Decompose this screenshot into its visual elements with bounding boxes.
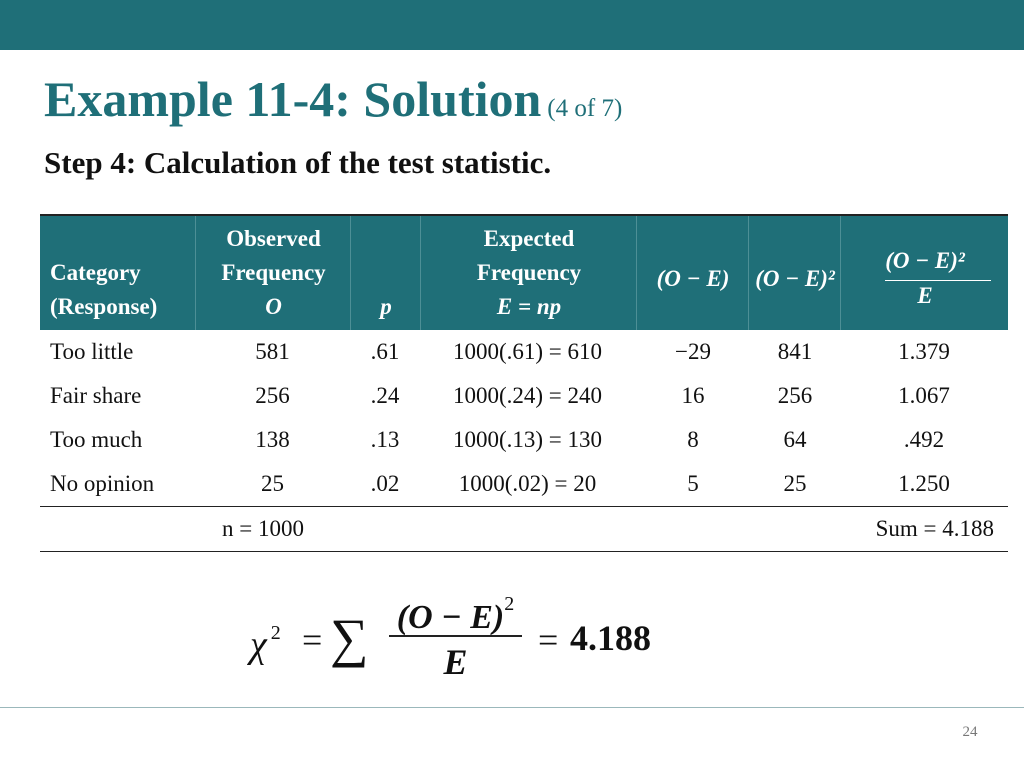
cell-observed: 25 (261, 471, 284, 496)
cell-ratio: 1.067 (898, 383, 950, 408)
cell-expected: 1000(.13) = 130 (452, 427, 603, 452)
cell-o-minus-e: 5 (687, 471, 699, 496)
formula-fraction (383, 577, 528, 687)
table-row (40, 418, 1008, 462)
header-observed (195, 216, 351, 330)
cell-o-minus-e-squared: 64 (783, 427, 807, 452)
table-header (40, 214, 1008, 330)
cell-category: Too much (50, 427, 143, 452)
header-observed-line2: Frequency (221, 260, 326, 285)
table-totals-row (40, 506, 1008, 552)
header-o-minus-e-text: (O − E) (656, 266, 730, 291)
cell-category: Fair share (50, 383, 142, 408)
header-o-minus-e-squared (748, 216, 841, 330)
cell-p: .61 (370, 339, 400, 364)
step-heading: Step 4: Calculation of the test statistic. (44, 145, 552, 180)
sample-size-total: n = 1000 (222, 516, 304, 541)
header-p (350, 216, 421, 330)
page-number: 24 (962, 724, 978, 740)
footer-divider (0, 707, 1024, 708)
header-ratio (840, 216, 1009, 330)
cell-o-minus-e: 16 (681, 383, 705, 408)
header-expected-formula: E = np (496, 294, 562, 319)
cell-p: .24 (370, 383, 400, 408)
header-ratio-numerator: (O − E)² (885, 248, 965, 273)
cell-expected: 1000(.02) = 20 (458, 471, 597, 496)
header-category-line1: Category (50, 260, 141, 285)
formula-denominator: E (443, 642, 468, 682)
cell-expected: 1000(.61) = 610 (452, 339, 603, 364)
cell-observed: 256 (255, 383, 290, 408)
chi-exponent: 2 (270, 622, 281, 644)
cell-category: Too little (50, 339, 134, 364)
cell-o-minus-e-squared: 841 (777, 339, 813, 364)
cell-o-minus-e: −29 (675, 339, 711, 364)
cell-expected: 1000(.24) = 240 (452, 383, 603, 408)
equals-sign: = (302, 620, 323, 660)
cell-o-minus-e-squared: 25 (783, 471, 807, 496)
top-banner (0, 0, 1024, 50)
formula-numerator-exponent: 2 (504, 593, 515, 615)
chi-square-formula (240, 575, 680, 695)
chi-letter: χ (250, 624, 267, 666)
equals-sign-result: = (538, 620, 559, 660)
cell-ratio: 1.250 (898, 471, 950, 496)
cell-p: .02 (370, 471, 400, 496)
cell-observed: 581 (255, 339, 290, 364)
header-expected-line1: Expected (483, 226, 575, 251)
sigma-symbol: ∑ (330, 608, 369, 668)
header-o-minus-e-squared-text: (O − E)² (755, 266, 835, 291)
cell-observed: 138 (255, 427, 290, 452)
header-observed-line1: Observed (226, 226, 321, 251)
slide-title-text: Example 11-4: Solution (44, 71, 542, 127)
chi-symbol (250, 622, 281, 667)
header-ratio-denominator: E (917, 283, 933, 308)
cell-p: .13 (370, 427, 400, 452)
formula-result: 4.188 (570, 618, 651, 658)
cell-o-minus-e: 8 (687, 427, 699, 452)
cell-category: No opinion (50, 471, 155, 496)
cell-ratio: 1.379 (898, 339, 950, 364)
formula-numerator (383, 577, 528, 636)
cell-o-minus-e-squared: 256 (777, 383, 813, 408)
header-p-symbol: p (380, 294, 392, 319)
header-category (40, 216, 195, 330)
header-ratio-fraction (841, 246, 1009, 311)
chi-square-sum: Sum = 4.188 (875, 516, 994, 541)
table-row (40, 462, 1008, 506)
header-expected-line2: Frequency (476, 260, 582, 285)
slide-title-subtitle: (4 of 7) (547, 95, 623, 122)
frequency-table (40, 214, 1008, 552)
table-row (40, 330, 1008, 374)
header-observed-symbol: O (265, 294, 282, 319)
header-expected (420, 216, 637, 330)
formula-numerator-text: (O − E) (396, 599, 505, 636)
header-category-line2: (Response) (50, 294, 158, 319)
header-o-minus-e (636, 216, 749, 330)
table-row (40, 374, 1008, 418)
slide-title (44, 71, 623, 127)
cell-ratio: .492 (903, 427, 945, 452)
